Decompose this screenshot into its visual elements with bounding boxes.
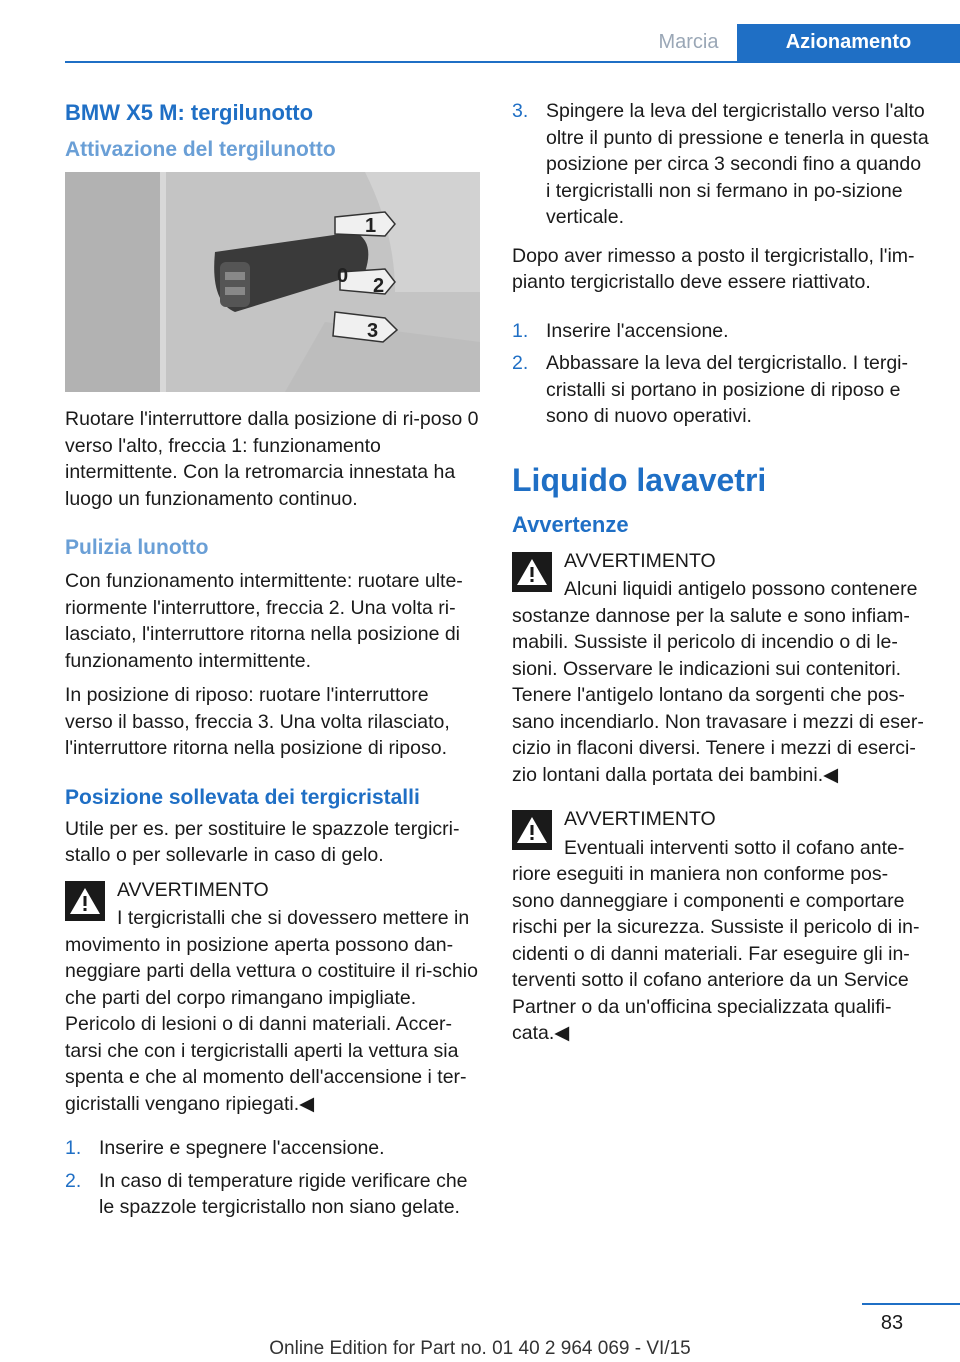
section-title: BMW X5 M: tergilunotto (65, 100, 314, 125)
list-item (65, 1168, 480, 1221)
left-column (65, 98, 480, 1233)
subsection-title: Attivazione del tergilunotto (65, 138, 336, 161)
paragraph: In posizione di riposo: ruotare l'interruttore verso il basso, freccia 3. Una volta rilasciato, l'interruttore ritorna nella posizione di riposo. (65, 684, 450, 759)
wiper-stalk-figure (65, 172, 480, 392)
right-column (512, 98, 930, 1065)
wiper-stalk-illustration (65, 172, 480, 392)
subsection-title: Posizione sollevata dei tergicristalli (65, 785, 420, 809)
warning-text: I tergicristalli che si dovessero mettere in movimento in posizione aperta possono dan-neggiare parti della vettura o costituire il ri-schio che parti del corpo rimangano impigliate. Pericolo di lesioni o di danni materiali. Accer-tarsi che con i tergicristalli aperti la vettura sia spenta e che al momento dell'accensione i ter-gicristalli vengano ripiegati.◀ (65, 907, 478, 1115)
warning-text: Eventuali interventi sotto il cofano ante-riore eseguiti in maniera non conforme pos-sono danneggiare i componenti e comportare rischi per la sicurezza. Sussiste il pericolo di in-cidenti o di danni materiali. Far eseguire gli in-terventi sotto il cofano anteriore da un Service Partner o da un'officina specializzata qualifi-cata.◀ (512, 836, 920, 1044)
section-title: Avvertenze (512, 511, 629, 537)
list-item (512, 350, 930, 430)
steps-list (65, 1135, 480, 1221)
footer-rule (862, 1303, 960, 1305)
chapter-title: Liquido lavavetri (512, 461, 767, 498)
warning-title: AVVERTIMENTO (117, 878, 269, 901)
paragraph: Ruotare l'interruttore dalla posizione di ri-poso 0 verso l'alto, freccia 1: funzionamento intermittente. Con la retromarcia innestata ha luogo un funzionamento continuo. (65, 408, 479, 510)
step-text: Spingere la leva del tergicristallo verso l'alto oltre il punto di pressione e tenerla in questa posizione per circa 3 secondi fino a quando i tergicristalli non si fermano in po-sizione verticale. (546, 100, 929, 228)
step-number: 1. (512, 319, 529, 342)
position-label-0: 0 (337, 265, 349, 287)
warning-box (512, 806, 930, 1047)
tab-marcia[interactable]: Marcia (658, 31, 719, 53)
list-item (512, 318, 930, 345)
tab-azionamento[interactable]: Azionamento (737, 24, 960, 61)
warning-title: AVVERTIMENTO (564, 549, 716, 572)
steps-list (512, 318, 930, 430)
step-number: 1. (65, 1137, 82, 1159)
arrow-label-1: 1 (365, 215, 377, 237)
warning-title: AVVERTIMENTO (564, 808, 716, 830)
steps-list-continued (512, 98, 930, 231)
warning-icon (65, 881, 105, 921)
paragraph: Utile per es. per sostituire le spazzole tergicri-stallo o per sollevarle in caso di gelo. (65, 817, 460, 866)
paragraph: Con funzionamento intermittente: ruotare ulte-riormente l'interruttore, freccia 2. Una volta ri-lasciato, l'interruttore ritorna nella posizione di funzionamento intermittente. (65, 570, 463, 672)
warning-box (512, 548, 930, 789)
list-item (65, 1135, 480, 1162)
header-rule (65, 61, 960, 63)
arrow-label-3: 3 (367, 320, 379, 342)
warning-icon (512, 552, 552, 592)
step-text: Inserire e spegnere l'accensione. (99, 1137, 385, 1159)
step-text: Inserire l'accensione. (546, 319, 729, 342)
step-number: 2. (512, 352, 529, 374)
arrow-label-2: 2 (373, 275, 385, 297)
warning-text: Alcuni liquidi antigelo possono contenere sostanze dannose per la salute e sono infiam-mabili. Sussiste il pericolo di incendio o di le-sioni. Osservare le indicazioni sui contenitori. Tenere l'antigelo lontano da sorgenti che pos-sano incendiarlo. Non travasare i mezzi di eser-cizio in flaconi diversi. Tenere i mezzi di eserci-zio lontani dalla portata dei bambini.◀ (512, 578, 924, 786)
paragraph: Dopo aver rimesso a posto il tergicristallo, l'im-pianto tergicristallo deve essere riattivato. (512, 244, 915, 293)
warning-icon (512, 810, 552, 850)
edition-footer: Online Edition for Part no. 01 40 2 964 069 - VI/15 (269, 1338, 691, 1359)
warning-box (65, 877, 480, 1118)
subsection-title: Pulizia lunotto (65, 536, 209, 559)
step-number: 2. (65, 1169, 82, 1192)
step-text: Abbassare la leva del tergicristallo. I tergi-cristalli si portano in posizione di riposo e sono di nuovo operativi. (546, 352, 908, 427)
step-text: In caso di temperature rigide verificare che le spazzole tergicristallo non siano gelate. (99, 1169, 468, 1218)
page-number: 83 (880, 1312, 904, 1334)
list-item (512, 98, 930, 231)
step-number: 3. (512, 100, 529, 122)
